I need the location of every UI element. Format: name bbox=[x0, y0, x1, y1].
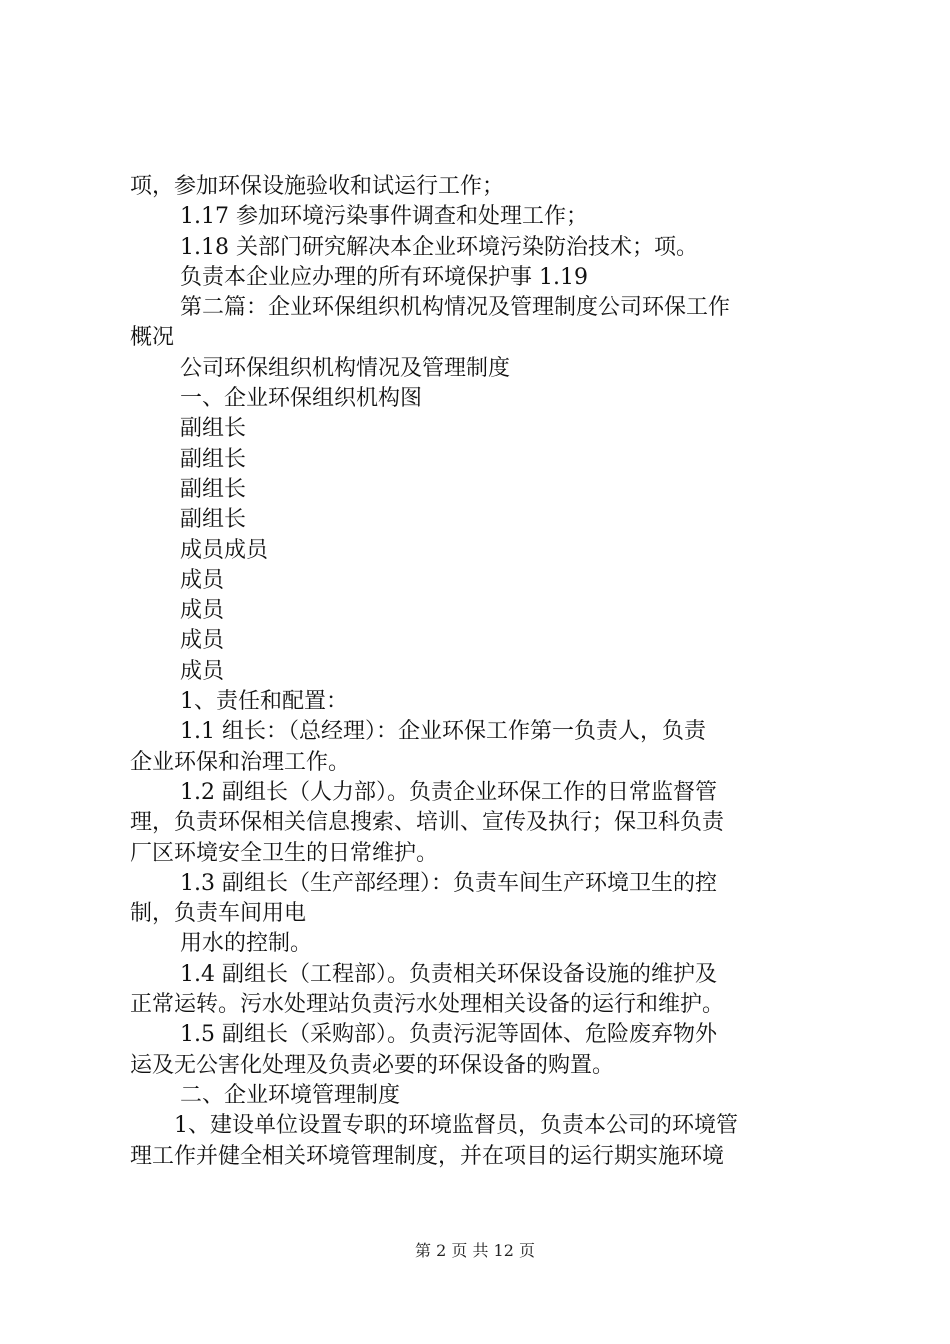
text-line: 1.1 组长：（总经理）：企业环保工作第一负责人，负责 bbox=[180, 719, 706, 745]
text-line: 1.2 副组长（人力部）。负责企业环保工作的日常监督管 bbox=[180, 779, 717, 805]
document-title: 公司环保组织机构情况及管理制度 bbox=[180, 355, 511, 381]
section-heading-continued: 概况 bbox=[130, 325, 175, 351]
text-line: 企业环保和治理工作。 bbox=[130, 749, 351, 775]
org-chart-entry: 成员 bbox=[180, 628, 225, 654]
org-chart-entry: 副组长 bbox=[180, 476, 247, 502]
org-chart-entry: 副组长 bbox=[180, 446, 247, 472]
text-line: 用水的控制。 bbox=[180, 931, 313, 957]
text-line: 1.5 副组长（采购部）。负责污泥等固体、危险废弃物外 bbox=[180, 1022, 717, 1048]
page-number-footer: 第 2 页 共 12 页 bbox=[415, 1241, 535, 1260]
text-line: 制，负责车间用电 bbox=[130, 901, 307, 927]
text-line: 负责本企业应办理的所有环境保护事 1.19 bbox=[180, 264, 588, 290]
org-chart-entry: 成员成员 bbox=[180, 537, 269, 563]
document-body bbox=[130, 172, 835, 1172]
org-chart-entry: 副组长 bbox=[180, 416, 247, 442]
org-chart-entry: 成员 bbox=[180, 567, 225, 593]
text-line: 1、建设单位设置专职的环境监督员，负责本公司的环境管 bbox=[174, 1113, 738, 1139]
text-line: 厂区环境安全卫生的日常维护。 bbox=[130, 840, 439, 866]
text-line: 理，负责环保相关信息搜索、培训、宣传及执行；保卫科负责 bbox=[130, 810, 725, 836]
org-chart-entry: 副组长 bbox=[180, 507, 247, 533]
section-heading: 第二篇：企业环保组织机构情况及管理制度公司环保工作 bbox=[180, 295, 731, 321]
text-line: 1.4 副组长（工程部）。负责相关环保设备设施的维护及 bbox=[180, 961, 717, 987]
org-chart-entry: 成员 bbox=[180, 598, 225, 624]
text-line: 项，参加环保设施验收和试运行工作； bbox=[130, 174, 505, 199]
subsection-heading: 一、企业环保组织机构图 bbox=[180, 386, 423, 412]
text-line: 1.18 关部门研究解决本企业环境污染防治技术；项。 bbox=[180, 234, 698, 260]
org-chart-entry: 成员 bbox=[180, 658, 225, 684]
text-line: 理工作并健全相关环境管理制度，并在项目的运行期实施环境 bbox=[130, 1143, 725, 1169]
text-line: 1.17 参加环境污染事件调查和处理工作； bbox=[180, 204, 588, 230]
text-line: 正常运转。污水处理站负责污水处理相关设备的运行和维护。 bbox=[130, 992, 725, 1018]
text-line: 运及无公害化处理及负责必要的环保设备的购置。 bbox=[130, 1052, 615, 1078]
text-line: 1.3 副组长（生产部经理）：负责车间生产环境卫生的控 bbox=[180, 870, 717, 896]
subsection-heading: 二、企业环境管理制度 bbox=[180, 1082, 401, 1108]
subsection-heading: 1、责任和配置： bbox=[180, 689, 348, 715]
